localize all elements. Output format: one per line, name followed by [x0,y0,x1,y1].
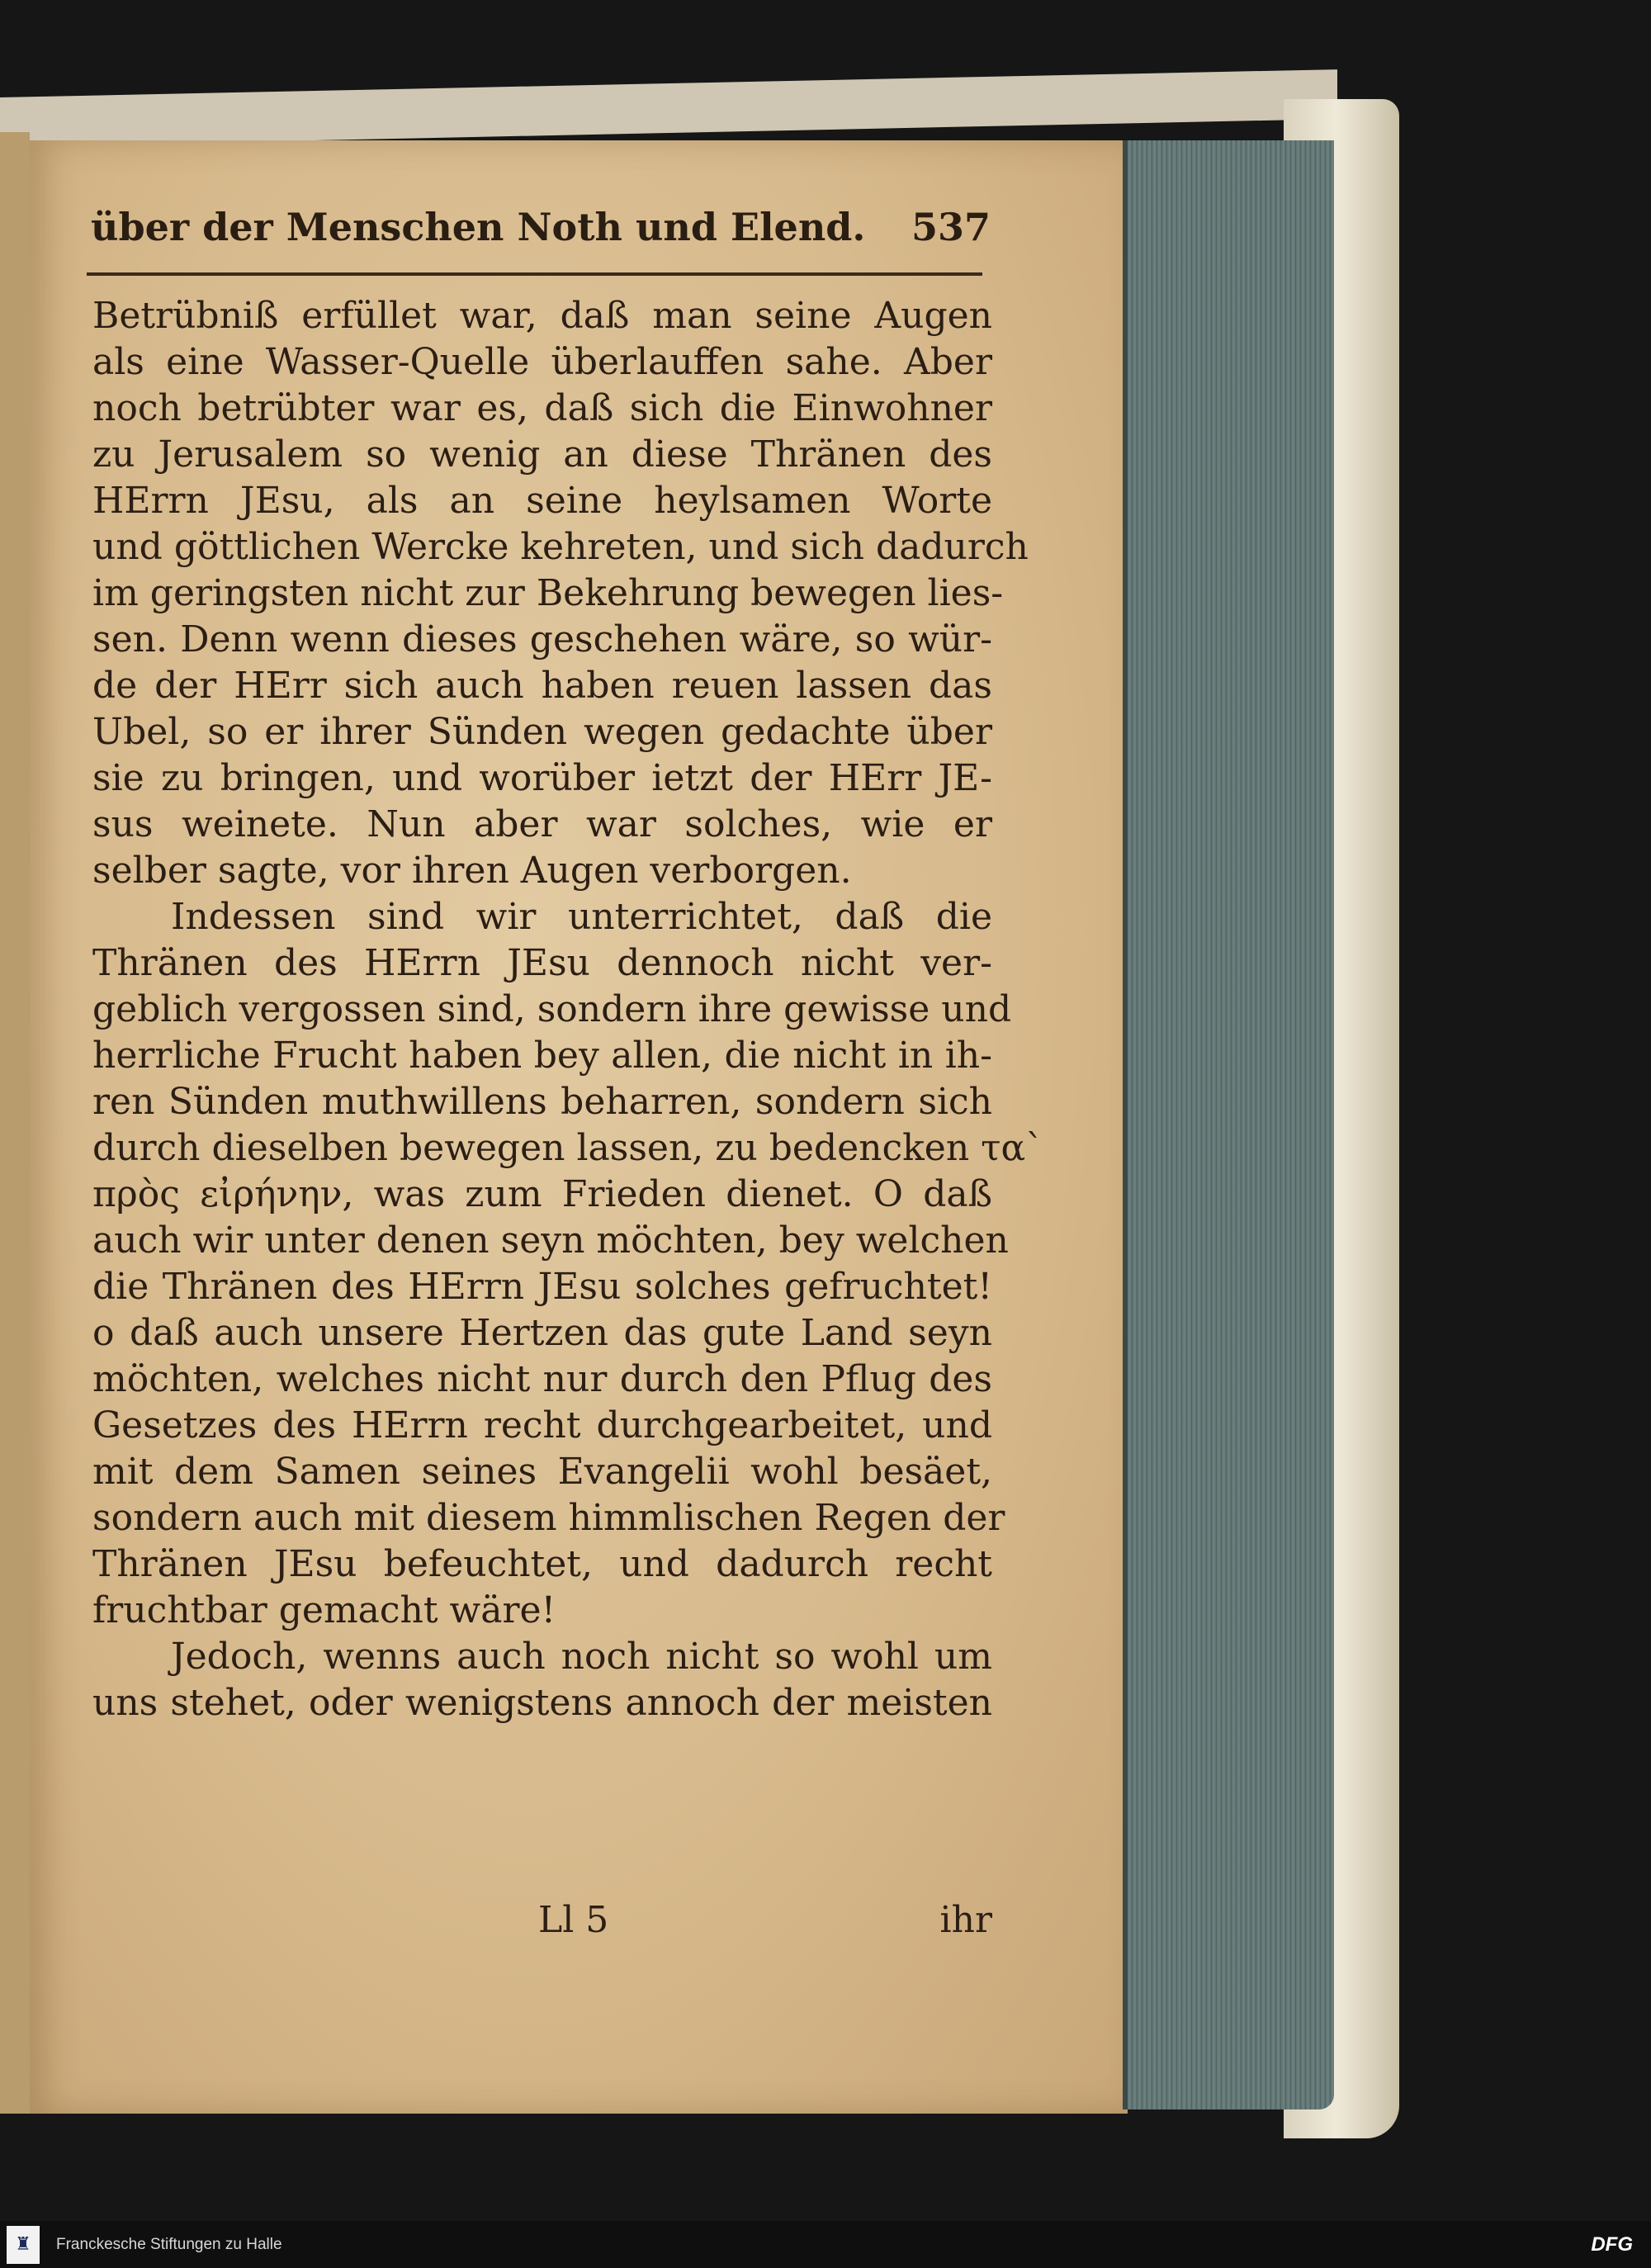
catchword: ihr [939,1899,992,1941]
page-header [91,205,991,249]
institution-logo-icon: ♜ [7,2226,40,2264]
text-line: herrliche Frucht haben bey allen, die nicht in ih- [92,1035,992,1077]
text-line: Indessen sind wir unterrichtet, daß die [171,896,992,938]
text-line: sus weinete. Nun aber war solches, wie er [92,803,992,845]
text-line: Thränen JEsu befeuchtet, und dadurch recht [92,1543,992,1585]
text-line: fruchtbar gemacht wäre! [92,1589,556,1631]
page-number: 537 [911,205,991,249]
text-line: Thränen des HErrn JEsu dennoch nicht ver- [92,942,992,984]
book-cover-top-edge [0,69,1337,147]
text-line: de der HErr sich auch haben reuen lassen das [92,665,992,707]
page-footer [92,1899,992,1945]
text-line: Gesetzes des HErrn recht durchgearbeitet, und [92,1404,992,1447]
text-line: möchten, welches nicht nur durch den Pflug des [92,1358,992,1400]
dfg-logo: DFG [1591,2232,1633,2256]
text-line: πρὸς εἰρήνην, was zum Frieden dienet. O daß [92,1173,992,1215]
text-line: Ubel, so er ihrer Sünden wegen gedachte über [92,711,992,753]
text-line: durch dieselben bewegen lassen, zu bedencken τα` [92,1127,1044,1169]
text-line: auch wir unter denen seyn möchten, bey welchen [92,1219,1009,1262]
text-line: mit dem Samen seines Evangelii wohl besäet, [92,1451,992,1493]
text-line: sondern auch mit diesem himmlischen Regen der [92,1497,1005,1539]
text-line: und göttlichen Wercke kehreten, und sich dadurch [92,526,1029,568]
text-line: zu Jerusalem so wenig an diese Thränen des [92,433,992,476]
signature-mark: Ll 5 [538,1899,609,1941]
text-line: Jedoch, wenns auch noch nicht so wohl um [171,1636,992,1678]
facing-page-edge [0,132,30,2114]
text-line: HErrn JEsu, als an seine heylsamen Worte [92,480,992,522]
text-line: Betrübniß erfüllet war, daß man seine Augen [92,295,992,337]
text-line: sen. Denn wenn dieses geschehen wäre, so wür- [92,618,992,661]
text-line: sie zu bringen, und worüber ietzt der HErr JE- [92,757,992,799]
viewer-footer [0,2221,1651,2268]
text-line: geblich vergossen sind, sondern ihre gewisse und [92,988,1012,1030]
header-rule [87,272,982,276]
text-line: die Thränen des HErrn JEsu solches gefruchtet! [92,1266,992,1308]
text-line: uns stehet, oder wenigstens annoch der meisten [92,1682,992,1724]
text-line: o daß auch unsere Hertzen das gute Land seyn [92,1312,992,1354]
text-line: als eine Wasser-Quelle überlauffen sahe. Aber [92,341,992,383]
text-line: im geringsten nicht zur Bekehrung bewegen lies- [92,572,1004,614]
text-line: noch betrübter war es, daß sich die Einwohner [92,387,992,429]
page-edges [1123,140,1334,2109]
page-body [92,293,1044,1726]
running-head: über der Menschen Noth und Elend. [91,205,866,249]
text-line: ren Sünden muthwillens beharren, sondern sich [92,1081,992,1123]
text-line: selber sagte, vor ihren Augen verborgen. [92,850,852,892]
institution-name: Franckesche Stiftungen zu Halle [56,2235,282,2253]
